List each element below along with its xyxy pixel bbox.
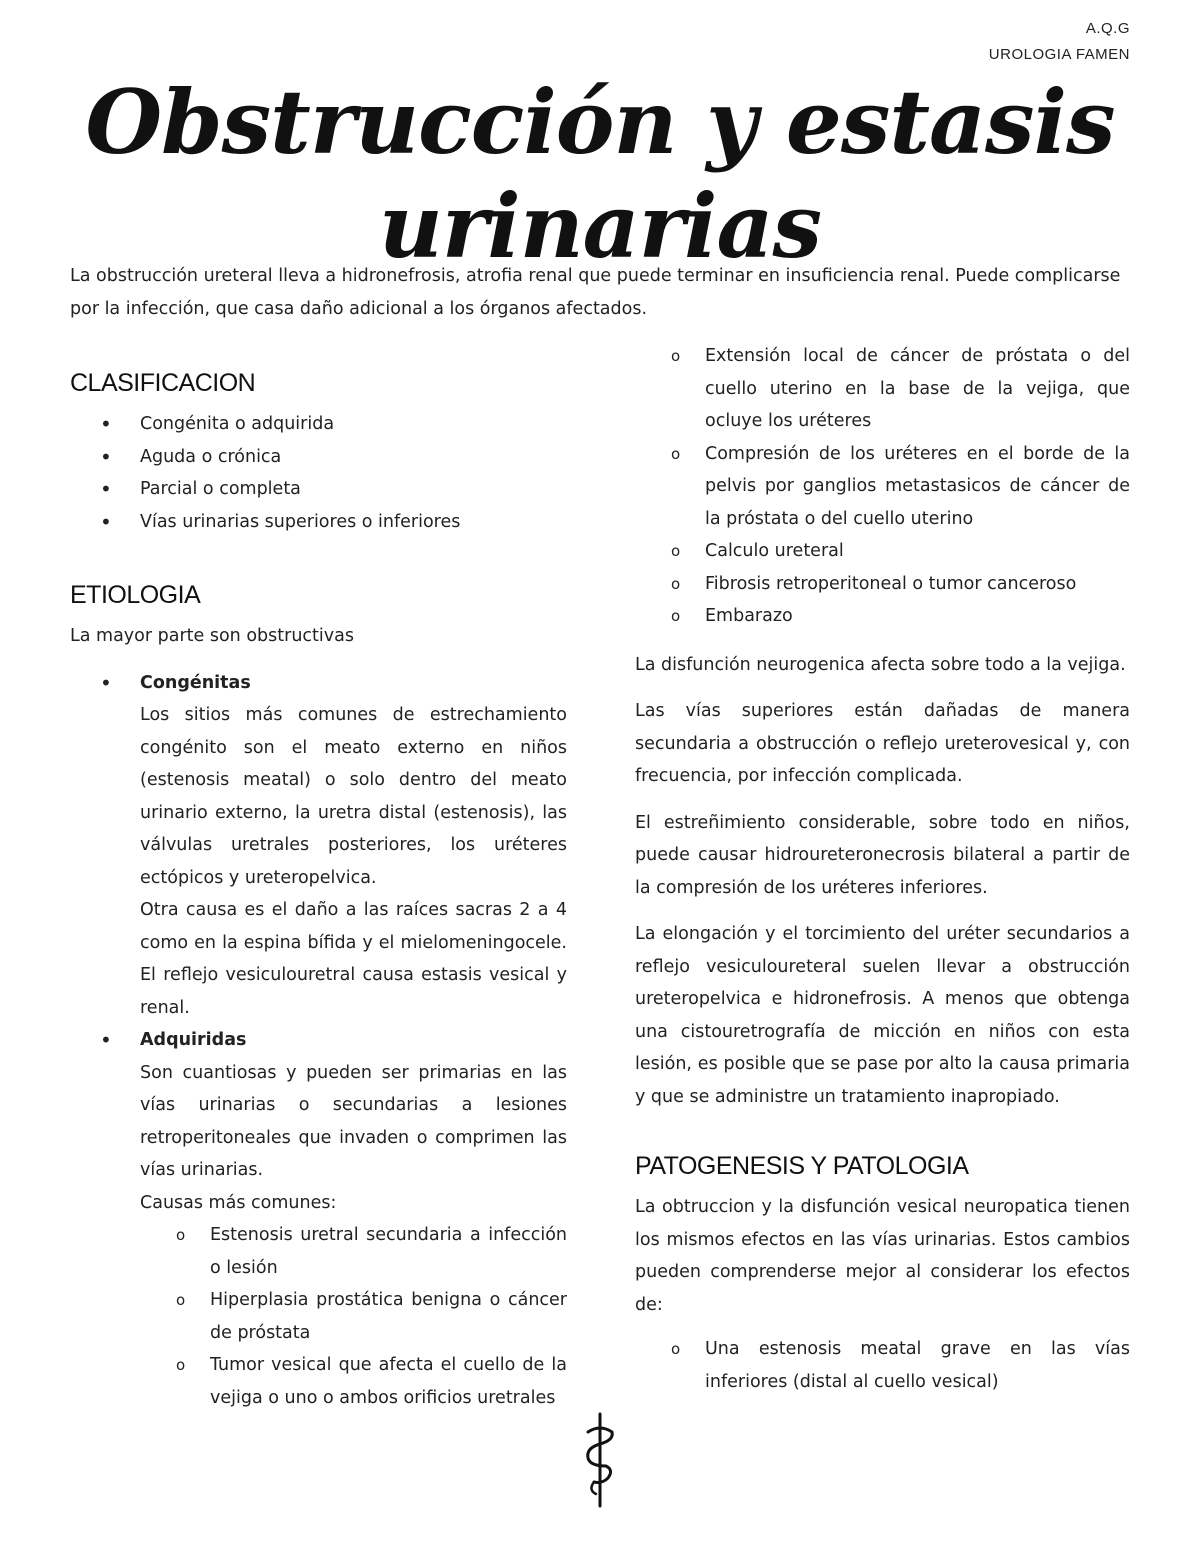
- paragraph: La disfunción neurogenica afecta sobre todo a la vejiga.: [635, 654, 1126, 675]
- list-item: o Calculo ureteral: [635, 535, 1130, 568]
- clasificacion-list: [70, 408, 567, 538]
- list-item: • Aguda o crónica: [70, 441, 567, 474]
- right-column: [635, 340, 1130, 1398]
- list-item: o Compresión de los uréteres en el borde de la pelvis por ganglios metastasicos de cáncer de la próstata o del cuello uterino: [635, 438, 1130, 536]
- section-heading-clasificacion: CLASIFICACION: [70, 369, 256, 397]
- caduceus-icon: [580, 1410, 620, 1510]
- list-item: • Congénita o adquirida: [70, 408, 567, 441]
- patogenesis-list: [635, 1333, 1130, 1398]
- list-item: o Tumor vesical que afecta el cuello de la vejiga o uno o ambos orificios uretrales: [140, 1349, 567, 1414]
- header-initials: A.Q.G: [1085, 20, 1130, 37]
- paragraph: La elongación y el torcimiento del uréter secundarios a reflejo vesiculoureteral suelen llevar a obstrucción ureteropelvica e hidronefrosis. A menos que obtenga una cistouretrografía de micción en niños con esta lesión, es posible que se pase por alto la causa primaria y que se administre un tratamiento inapropiado.: [635, 924, 1130, 1107]
- section-heading-patogenesis: PATOGENESIS Y PATOLOGIA: [635, 1152, 969, 1180]
- list-item: o Extensión local de cáncer de próstata o del cuello uterino en la base de la vejiga, que ocluye los uréteres: [635, 340, 1130, 438]
- list-item: • Vías urinarias superiores o inferiores: [70, 506, 567, 539]
- list-item: • Parcial o completa: [70, 473, 567, 506]
- header-course: UROLOGIA FAMEN: [988, 46, 1130, 63]
- list-item: o Hiperplasia prostática benigna o cáncer de próstata: [140, 1284, 567, 1349]
- subheading-adquiridas: • Adquiridas: [140, 1030, 247, 1050]
- causes-list-right: [705, 340, 1130, 633]
- causes-list-left: [140, 1219, 567, 1414]
- paragraph: El estreñimiento considerable, sobre todo en niños, puede causar hidroureteronecrosis bilateral a partir de la compresión de los uréteres inferiores.: [635, 812, 1130, 898]
- left-column: [70, 364, 567, 1414]
- etiologia-list: [70, 667, 567, 1220]
- intro-paragraph: La obstrucción ureteral lleva a hidronefrosis, atrofia renal que puede terminar en insuficiencia renal. Puede complicarse por la infección, que casa daño adicional a los órganos afectados.: [70, 266, 1121, 319]
- list-item: o Embarazo: [635, 600, 1130, 633]
- subheading-congenitas: • Congénitas: [140, 672, 251, 693]
- adquiridas-paragraph-1: Son cuantiosas y pueden ser primarias en las vías urinarias o secundarias a lesiones retroperitoneales que invaden o comprimen las vías urinarias.: [140, 1062, 567, 1180]
- list-item: o Fibrosis retroperitoneal o tumor canceroso: [635, 568, 1130, 601]
- page-title: Obstrucción y estasis urinarias: [85, 70, 1115, 278]
- paragraph: Las vías superiores están dañadas de manera secundaria a obstrucción o reflejo ureterovesical y, con frecuencia, por infección complicada.: [635, 701, 1130, 786]
- list-item: [70, 667, 567, 1025]
- patogenesis-paragraph: La obtruccion y la disfunción vesical neuropatica tienen los mismos efectos en las vías urinarias. Estos cambios pueden comprenderse mejor al considerar los efectos de:: [635, 1197, 1130, 1315]
- congenitas-paragraph-2: Otra causa es el daño a las raíces sacras 2 a 4 como en la espina bífida y el mielomeningocele. El reflejo vesiculouretral causa estasis vesical y renal.: [140, 900, 567, 1018]
- congenitas-paragraph-1: Los sitios más comunes de estrechamiento congénito son el meato externo en niños (estenosis meatal) o solo dentro del meato urinario externo, la uretra distal (estenosis), las válvulas uretrales posteriores, los uréteres ectópicos y ureteropelvica.: [140, 705, 567, 888]
- list-item: o Estenosis uretral secundaria a infección o lesión: [140, 1219, 567, 1284]
- list-item: o Una estenosis meatal grave en las vías inferiores (distal al cuello vesical): [635, 1333, 1130, 1398]
- etiologia-lead: La mayor parte son obstructivas: [70, 626, 354, 646]
- section-heading-etiologia: ETIOLOGIA: [70, 581, 201, 609]
- causes-label: Causas más comunes:: [140, 1192, 337, 1213]
- list-item: [70, 1024, 567, 1219]
